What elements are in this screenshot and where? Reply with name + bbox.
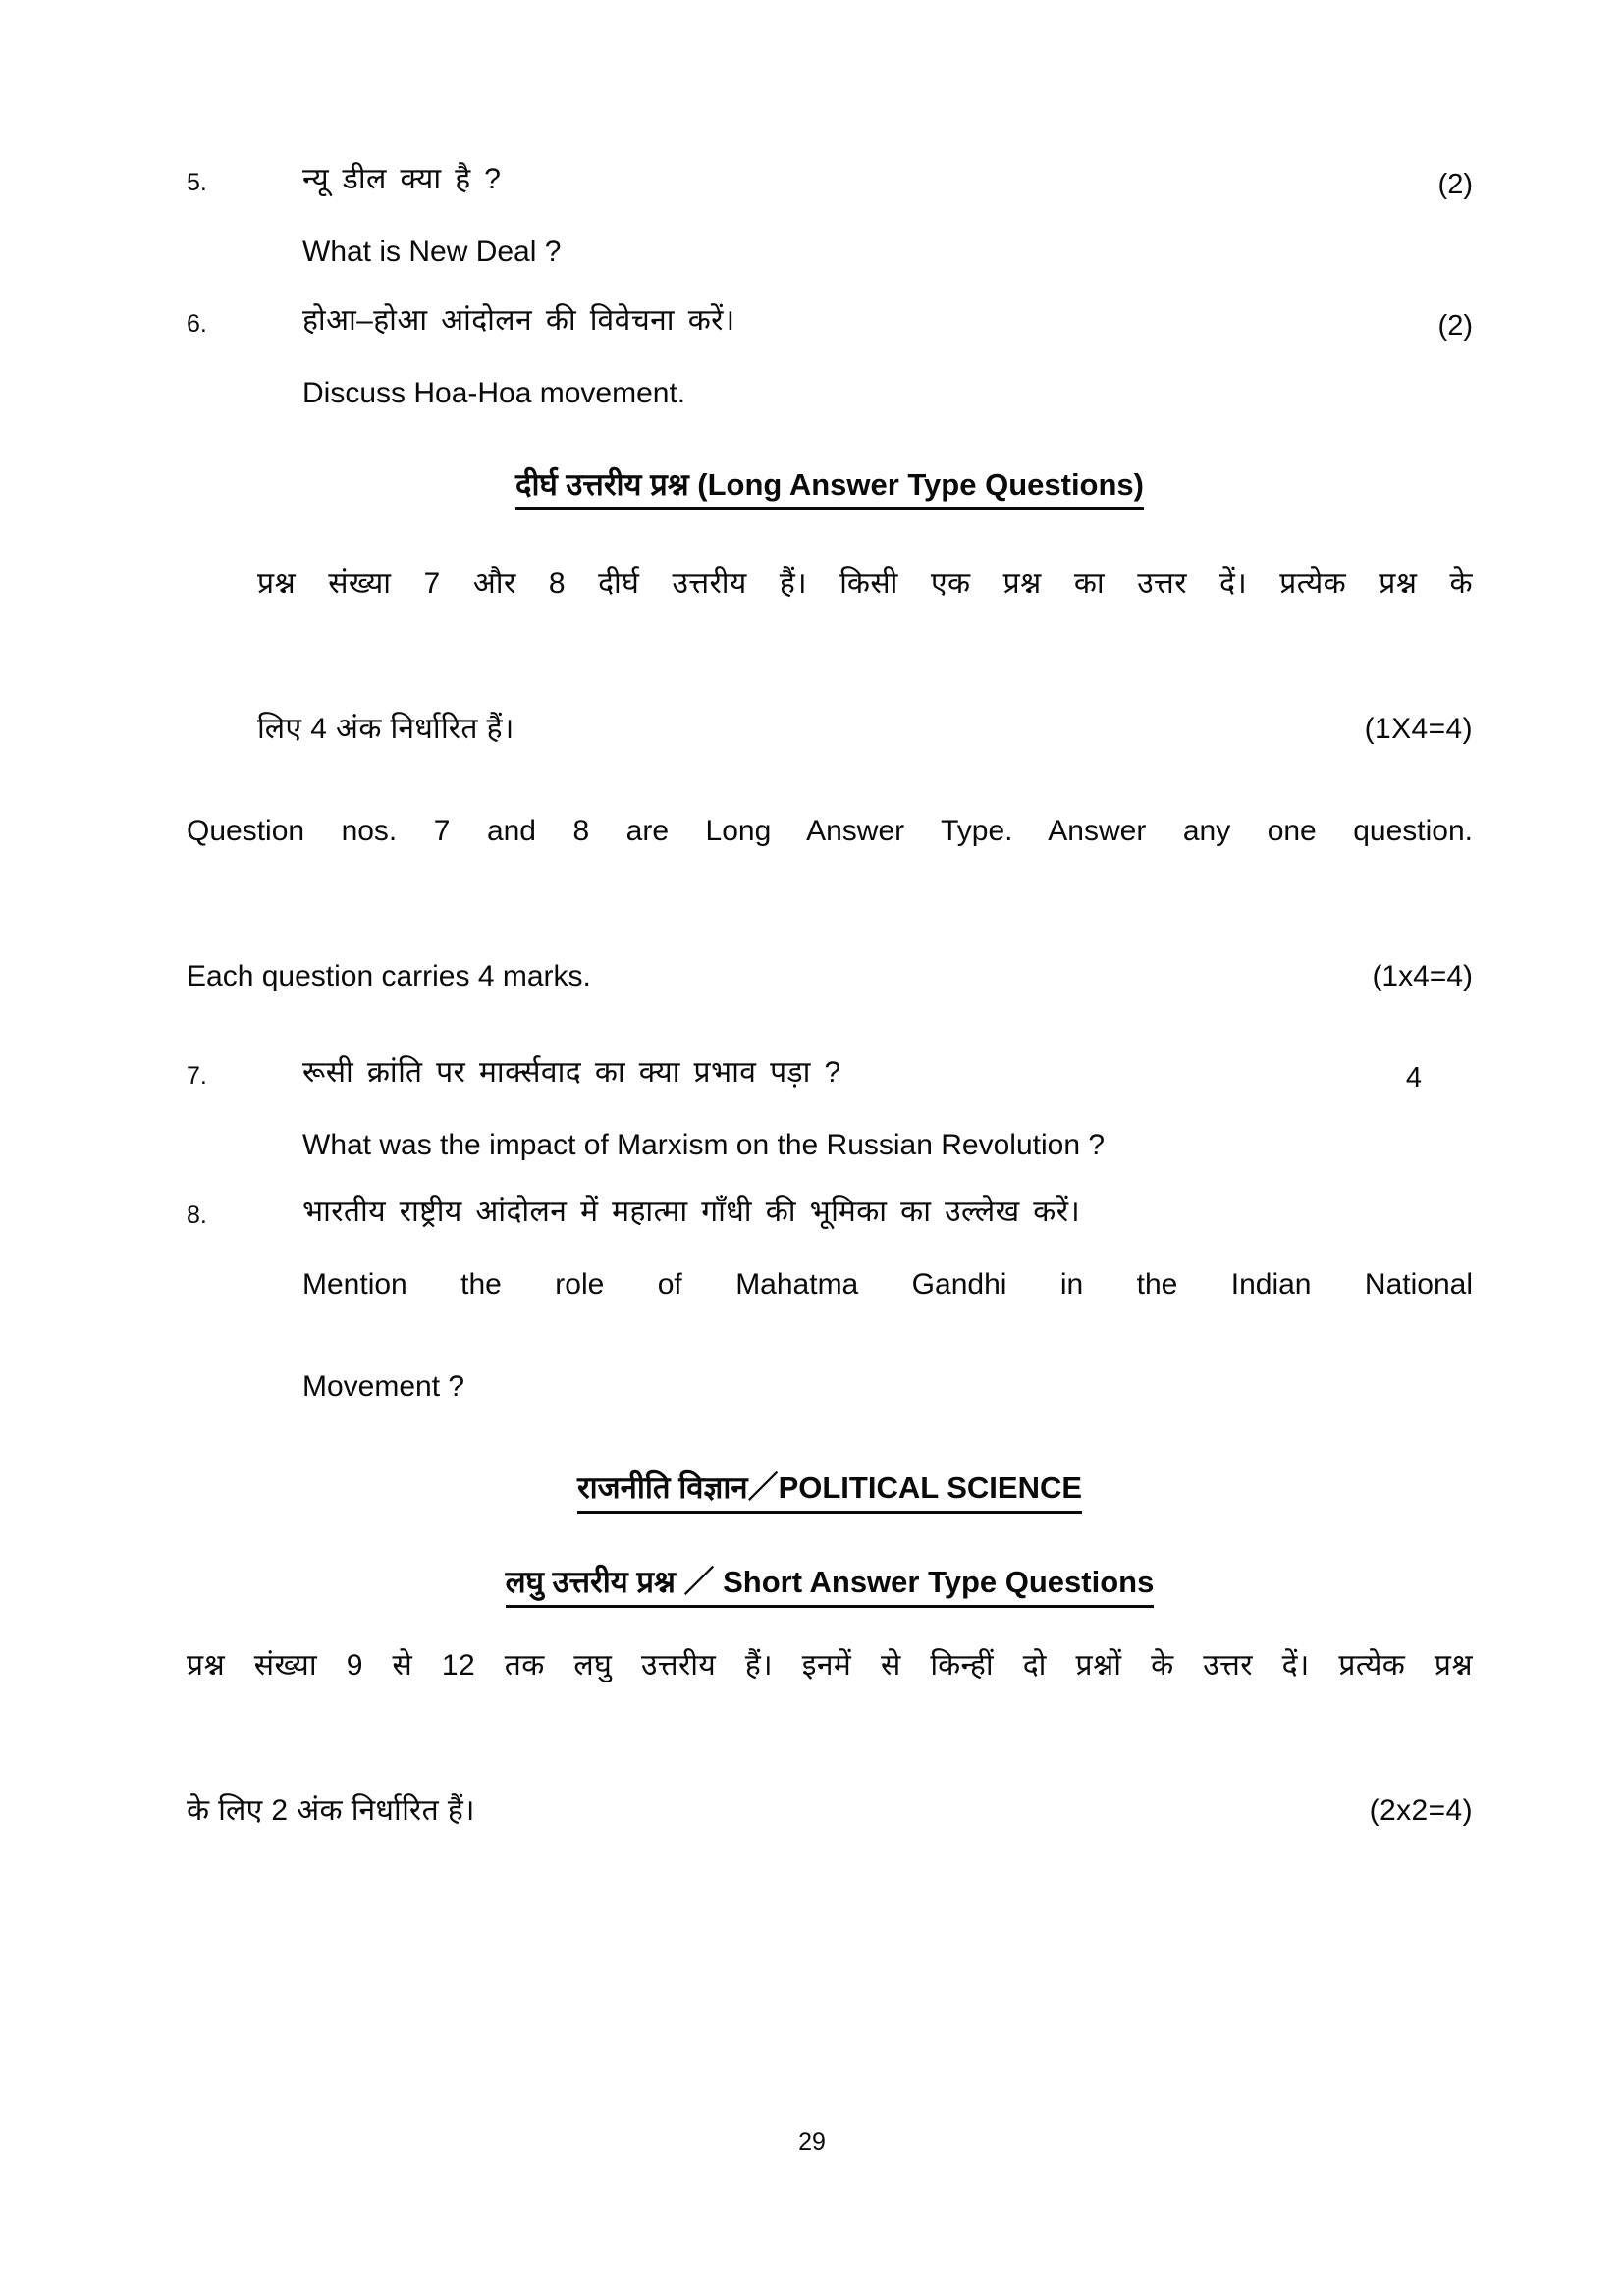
short-answer-section-heading <box>187 1557 1473 1608</box>
question-body <box>302 1058 1473 1160</box>
question-marks: (2) <box>1437 169 1473 200</box>
long-answer-instruction-english <box>187 795 1473 1013</box>
question-body <box>302 1198 1473 1402</box>
long-answer-section-heading <box>187 463 1473 510</box>
question-text-hindi: होआ–होआ आंदोलन की विवेचना करें। <box>302 304 735 337</box>
subject-heading <box>187 1463 1473 1514</box>
question-text-english: What is New Deal ? <box>302 236 562 268</box>
instruction-english-line-1: Question nos. 7 and 8 are Long Answer Type. Answer any one question. <box>187 815 1473 847</box>
question-number: 6. <box>187 310 207 338</box>
question-number: 7. <box>187 1062 207 1090</box>
question-text-english: What was the impact of Marxism on the Russian Revolution ? <box>302 1129 1106 1161</box>
short-instruction-hindi-marks: (2x2=4) <box>1369 1794 1473 1827</box>
question-item <box>187 165 1473 267</box>
page-content <box>187 0 1473 1847</box>
long-answer-instruction-hindi <box>187 548 1473 766</box>
question-number: 5. <box>187 169 207 196</box>
question-number: 8. <box>187 1201 207 1229</box>
page-number: 29 <box>798 2128 826 2156</box>
instruction-hindi-line-2-row <box>187 693 1473 766</box>
question-text-english: Discuss Hoa-Hoa movement. <box>302 377 686 409</box>
long-answer-heading-text: दीर्घ उत्तरीय प्रश्न (Long Answer Type Questions) <box>515 463 1144 510</box>
instruction-english-line-2: Each question carries 4 marks. <box>187 960 591 992</box>
short-instruction-hindi-line-2: के लिए 2 अंक निर्धारित हैं। <box>187 1794 475 1827</box>
short-answer-heading-text: लघु उत्तरीय प्रश्न ／ Short Answer Type Questions <box>506 1557 1155 1608</box>
question-item <box>187 1198 1473 1402</box>
instruction-hindi-marks: (1X4=4) <box>1364 713 1473 745</box>
short-instruction-hindi-line-1: प्रश्न संख्या 9 से 12 तक लघु उत्तरीय हैं। इनमें से किन्हीं दो प्रश्नों के उत्तर दें। प्रत्येक प्रश्न <box>187 1649 1473 1682</box>
subject-heading-text: राजनीति विज्ञान／POLITICAL SCIENCE <box>577 1463 1082 1514</box>
question-text-english-line-2: Movement ? <box>302 1370 465 1403</box>
instruction-english-line-2-row <box>187 940 1473 1013</box>
instruction-hindi-line-1: प्रश्न संख्या 7 और 8 दीर्घ उत्तरीय हैं। किसी एक प्रश्न का उत्तर दें। प्रत्येक प्रश्न के <box>257 567 1473 600</box>
short-instruction-hindi-line-2-row <box>187 1775 1473 1847</box>
question-text-english-line-1: Mention the role of Mahatma Gandhi in the Indian National <box>302 1268 1473 1301</box>
short-answer-instruction-hindi <box>187 1629 1473 1847</box>
question-body <box>302 306 1473 408</box>
question-text-hindi: भारतीय राष्ट्रीय आंदोलन में महात्मा गाँधी की भूमिका का उल्लेख करें। <box>302 1196 1081 1228</box>
question-item <box>187 306 1473 408</box>
question-text-hindi: न्यू डील क्या है ? <box>302 163 502 195</box>
instruction-hindi-line-2: लिए 4 अंक निर्धारित हैं। <box>257 713 514 745</box>
question-item <box>187 1058 1473 1160</box>
question-text-hindi: रूसी क्रांति पर मार्क्सवाद का क्या प्रभाव पड़ा ? <box>302 1056 841 1089</box>
instruction-english-marks: (1x4=4) <box>1372 960 1473 992</box>
question-marks: 4 <box>1405 1062 1422 1094</box>
question-body <box>302 165 1473 267</box>
question-marks: (2) <box>1437 310 1473 342</box>
